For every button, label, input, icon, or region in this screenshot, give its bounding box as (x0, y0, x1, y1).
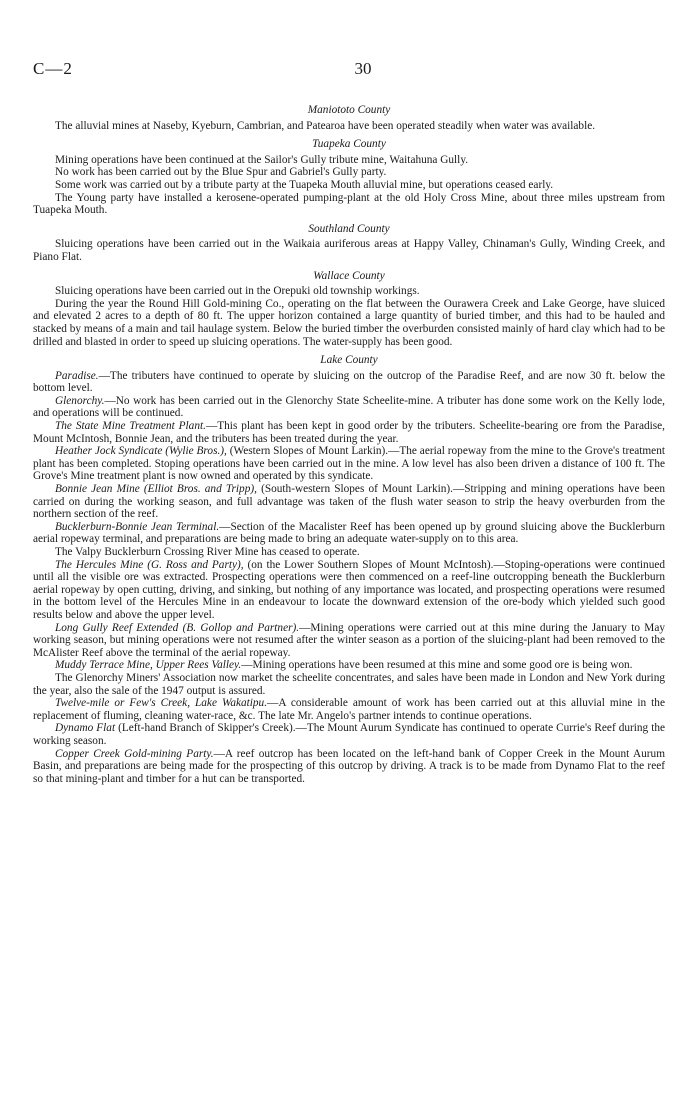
paragraph (33, 445, 665, 483)
paragraph-text: (Left-hand Branch of Skipper's Creek).—The Mount Aurum Syndicate has continued to operate Currie's Reef during the working season. (33, 722, 665, 747)
paragraph (33, 546, 665, 559)
paragraph-text: The alluvial mines at Naseby, Kyeburn, Cambrian, and Patearoa have been operated steadily when water was available. (55, 119, 596, 132)
paragraph-lead: Bucklerburn-Bonnie Jean Terminal. (55, 520, 220, 533)
paragraph (33, 285, 665, 298)
paragraph (33, 559, 665, 622)
paragraph-lead: Heather Jock Syndicate (Wylie Bros.), (55, 445, 227, 458)
paragraph-text: Some work was carried out by a tribute party at the Tuapeka Mouth alluvial mine, but operations ceased early. (55, 178, 554, 191)
paragraph (33, 395, 665, 420)
paragraph-text: —A reef outcrop has been located on the left-hand bank of Copper Creek in the Mount Aurum Basin, and preparations are being made for the prospecting of this outcrop by driving. A track is to be made from Dynamo Flat to the reef so that mining-plant and timber for a hut can be transported. (33, 747, 665, 785)
paragraph-text: (South-western Slopes of Mount Larkin).—Stripping and mining operations have been carried on during the working season, and full advantage was taken of the flush water season to strip the heavy overburden from the northern section of the reef. (33, 483, 665, 521)
paragraph-lead: The Hercules Mine (G. Ross and Party), (55, 558, 244, 571)
paragraph (33, 697, 665, 722)
paragraph-lead: Dynamo Flat (55, 722, 116, 735)
section-heading: Wallace County (313, 269, 385, 282)
paragraph-text: —The tributers have continued to operate by sluicing on the outcrop of the Paradise Reef, and are now 30 ft. below the bottom level. (33, 369, 665, 395)
section-heading: Lake County (320, 354, 378, 367)
paragraph (33, 672, 665, 697)
paragraph-lead: Muddy Terrace Mine, Upper Rees Valley. (55, 659, 242, 672)
paragraph-lead: The State Mine Treatment Plant. (55, 420, 206, 433)
paragraph (33, 521, 665, 546)
paragraph (33, 179, 665, 192)
paragraph (33, 154, 665, 167)
paragraph (33, 370, 665, 395)
paragraph-text: —Mining operations were carried out at this mine during the January to May working season, but mining operations were not resumed after the winter season as a portion of the sluicing-plant had been removed to the McAlister Reef above the terminal of the aerial ropeway. (33, 621, 666, 659)
paragraph-text: The Glenorchy Miners' Association now market the scheelite concentrates, and sales have been made in London and New York during the year, also the sale of the 1947 output is assured. (33, 671, 665, 697)
paragraph-lead: Copper Creek Gold-mining Party. (55, 747, 214, 760)
paragraph (33, 659, 665, 672)
paragraph-lead: Glenorchy. (55, 394, 105, 407)
paragraph-text: —Section of the Macalister Reef has been opened up by ground sluicing above the Bucklerburn aerial ropeway terminal, and preparations are being made to bring an adequate water-supply on to this area. (33, 520, 665, 546)
paragraph-text: The Young party have installed a kerosene-operated pumping-plant at the old Holy Cross Mine, about three miles upstream from Tuapeka Mouth. (33, 191, 665, 217)
document-reference: C—2 (33, 59, 73, 78)
paragraph (33, 722, 665, 747)
paragraph-text: —This plant has been kept in good order by the tributers. Scheelite-bearing ore from the Paradise, Mount McIntosh, Bonnie Jean, and the tributers has been treated during the year. (33, 420, 665, 445)
section-heading: Southland County (308, 222, 390, 235)
paragraph-lead: Twelve-mile or Few's Creek, Lake Wakatipu. (55, 697, 268, 710)
paragraph-text: —A considerable amount of work has been carried out at this alluvial mine in the replacement of fluming, cleaning water-race, &c. The late Mr. Angelo's partner intends to continue operations. (33, 697, 665, 722)
paragraph-text: (on the Lower Southern Slopes of Mount McIntosh).—Stoping-operations were continued until all the visible ore was extracted. Prospecting operations were then commenced on a reef-line outcropping beneath the Bucklerburn aerial ropeway by open cutting, driving, and sinking, but nothing of any importance was located, and prospecting operations were resumed in the bottom level of the Hercules Mine in an endeavour to locate the downward extension of the ore-body which yielded such good results below and above the upper level. (33, 558, 666, 621)
paragraph (33, 238, 665, 263)
paragraph-text: —No work has been carried out in the Glenorchy State Scheelite-mine. A tributer has done some work on the Kelly lode, and operations will be continued. (33, 394, 665, 420)
page-number: 30 (354, 59, 372, 78)
paragraph (33, 298, 665, 348)
report-body (33, 104, 665, 785)
paragraph (33, 166, 665, 179)
paragraph (33, 622, 665, 660)
paragraph (33, 748, 665, 786)
paragraph-text: Sluicing operations have been carried out in the Waikaia auriferous areas at Happy Valley, Chinaman's Gully, Winding Creek, and Piano Flat. (33, 238, 665, 263)
paragraph-text: —Mining operations have been resumed at this mine and some good ore is being won. (241, 659, 633, 672)
paragraph (33, 120, 665, 133)
paragraph-text: During the year the Round Hill Gold-mining Co., operating on the flat between the Ourawera Creek and Lake George, have sluiced and elevated 2 acres to a depth of 80 ft. The upper horizon contained a large quantity of buried timber, and this had to be hauled and stacked by means of a main and tail haulage system. Below the buried timber the overburden consisted mainly of hard clay which had to be drilled and blasted in order to speed up sluicing operations. The water-supply has been good. (33, 297, 665, 348)
paragraph-text: The Valpy Bucklerburn Crossing River Mine has ceased to operate. (55, 546, 360, 558)
paragraph-lead: Paradise. (55, 369, 99, 382)
page-header (33, 59, 665, 93)
paragraph-text: No work has been carried out by the Blue Spur and Gabriel's Gully party. (55, 166, 387, 179)
paragraph-lead: Bonnie Jean Mine (Elliot Bros. and Tripp), (55, 483, 257, 496)
paragraph (33, 192, 665, 217)
paragraph (33, 483, 665, 521)
paragraph-text: (Western Slopes of Mount Larkin).—The aerial ropeway from the mine to the Grove's treatment plant has been completed. Stoping operations have been carried out in the mine. A low level has also been driven a distance of 100 ft. The Grove's Mine treatment plant is now owned and operated by this syndicate. (33, 445, 665, 483)
section-heading: Maniototo County (307, 104, 391, 116)
paragraph (33, 420, 665, 445)
paragraph-text: Sluicing operations have been carried out in the Orepuki old township workings. (55, 285, 420, 298)
section-heading: Tuapeka County (312, 138, 386, 151)
paragraph-text: Mining operations have been continued at the Sailor's Gully tribute mine, Waitahuna Gully. (55, 153, 469, 166)
paragraph-lead: Long Gully Reef Extended (B. Gollop and Partner). (55, 621, 300, 634)
